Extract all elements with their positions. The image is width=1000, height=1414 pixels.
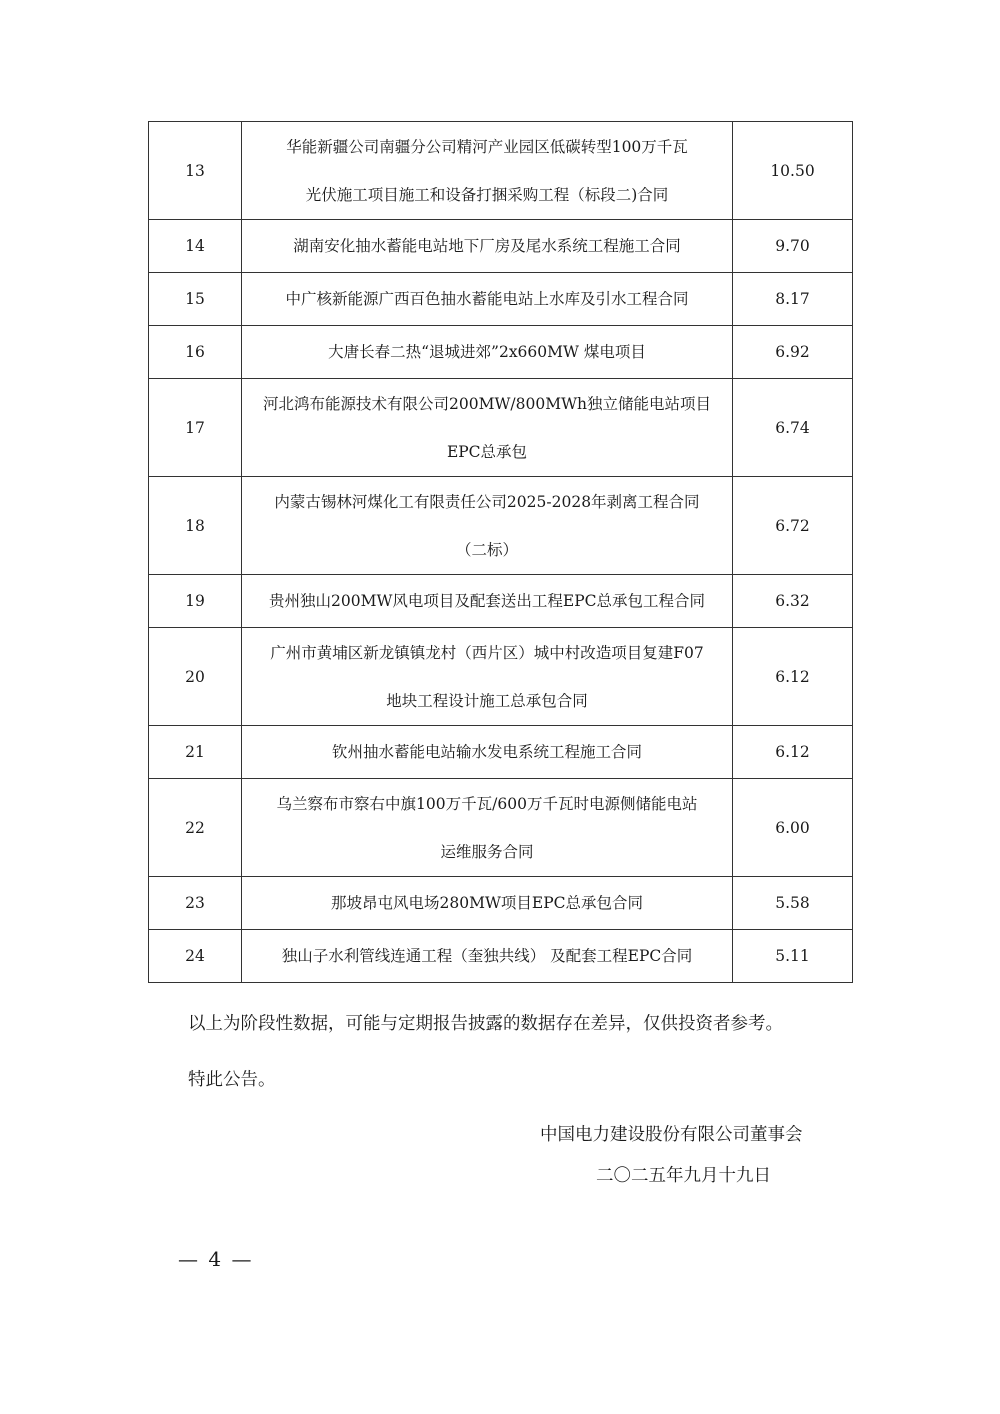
- table-row: [149, 930, 853, 983]
- contract-name-line: 地块工程设计施工总承包合同: [386, 691, 588, 710]
- signer-board: 中国电力建设股份有限公司董事会: [540, 1125, 803, 1145]
- page-number: — 4 —: [178, 1247, 254, 1271]
- row-number: 20: [149, 628, 242, 726]
- contract-name-line: 广州市黄埔区新龙镇镇龙村（西片区）城中村改造项目复建F07: [270, 643, 704, 662]
- contract-amount: 5.58: [733, 877, 853, 930]
- contract-amount: 9.70: [733, 220, 853, 273]
- row-number: 24: [149, 930, 242, 983]
- table-row: [149, 122, 853, 220]
- disclaimer-note: 以上为阶段性数据，可能与定期报告披露的数据存在差异，仅供投资者参考。: [188, 1014, 783, 1034]
- contract-name-cell: [242, 779, 733, 877]
- contract-amount: 6.72: [733, 477, 853, 575]
- contract-name-line: 运维服务合同: [440, 842, 534, 861]
- contract-name-line: 那坡昂屯风电场280MW项目EPC总承包合同: [331, 894, 643, 912]
- contract-amount: 6.32: [733, 575, 853, 628]
- contract-amount: 8.17: [733, 273, 853, 326]
- contract-name-line: 河北鸿布能源技术有限公司200MW/800MWh独立储能电站项目: [263, 394, 711, 413]
- contract-amount: 6.92: [733, 326, 853, 379]
- contract-name-line: 光伏施工项目施工和设备打捆采购工程（标段二)合同: [305, 185, 669, 204]
- contract-name-line: （二标）: [455, 540, 518, 559]
- contract-name-cell: [242, 726, 733, 779]
- row-number: 14: [149, 220, 242, 273]
- contract-name-cell: [242, 877, 733, 930]
- contract-name-cell: [242, 379, 733, 477]
- table-row: [149, 273, 853, 326]
- table-row: [149, 726, 853, 779]
- contract-name-line: 大唐长春二热“退城进郊”2x660MW 煤电项目: [328, 343, 646, 361]
- table-row: [149, 326, 853, 379]
- contract-amount: 6.12: [733, 628, 853, 726]
- row-number: 15: [149, 273, 242, 326]
- contract-name-cell: [242, 220, 733, 273]
- contracts-table-body: [149, 122, 853, 983]
- row-number: 22: [149, 779, 242, 877]
- row-number: 16: [149, 326, 242, 379]
- row-number: 13: [149, 122, 242, 220]
- table-row: [149, 379, 853, 477]
- contract-name-line: 湖南安化抽水蓄能电站地下厂房及尾水系统工程施工合同: [293, 237, 681, 255]
- contract-name-line: 乌兰察布市察右中旗100万千瓦/600万千瓦时电源侧储能电站: [276, 794, 698, 813]
- announcement-date: 二〇二五年九月十九日: [596, 1166, 771, 1186]
- contract-name-cell: [242, 575, 733, 628]
- table-row: [149, 220, 853, 273]
- contract-name-cell: [242, 273, 733, 326]
- contract-name-line: EPC总承包: [446, 442, 528, 461]
- row-number: 17: [149, 379, 242, 477]
- contract-name-line: 中广核新能源广西百色抽水蓄能电站上水库及引水工程合同: [285, 290, 689, 308]
- contract-name-cell: [242, 122, 733, 220]
- table-row: [149, 575, 853, 628]
- table-row: [149, 877, 853, 930]
- contract-name-cell: [242, 477, 733, 575]
- contract-name-line: 贵州独山200MW风电项目及配套送出工程EPC总承包工程合同: [269, 592, 705, 610]
- contract-amount: 10.50: [733, 122, 853, 220]
- contract-name-line: 内蒙古锡林河煤化工有限责任公司2025-2028年剥离工程合同: [274, 492, 700, 511]
- closing-statement: 特此公告。: [188, 1070, 276, 1090]
- contract-amount: 6.74: [733, 379, 853, 477]
- contract-name-cell: [242, 326, 733, 379]
- contract-name-line: 独山子水利管线连通工程（奎独共线） 及配套工程EPC合同: [281, 947, 693, 965]
- contract-amount: 5.11: [733, 930, 853, 983]
- contract-name-cell: [242, 930, 733, 983]
- row-number: 21: [149, 726, 242, 779]
- contracts-table: [148, 121, 853, 983]
- contract-name-line: 钦州抽水蓄能电站输水发电系统工程施工合同: [331, 743, 642, 761]
- table-row: [149, 477, 853, 575]
- contract-name-line: 华能新疆公司南疆分公司精河产业园区低碳转型100万千瓦: [286, 137, 688, 156]
- table-row: [149, 779, 853, 877]
- contract-amount: 6.12: [733, 726, 853, 779]
- table-row: [149, 628, 853, 726]
- contract-name-cell: [242, 628, 733, 726]
- row-number: 19: [149, 575, 242, 628]
- row-number: 23: [149, 877, 242, 930]
- row-number: 18: [149, 477, 242, 575]
- contract-amount: 6.00: [733, 779, 853, 877]
